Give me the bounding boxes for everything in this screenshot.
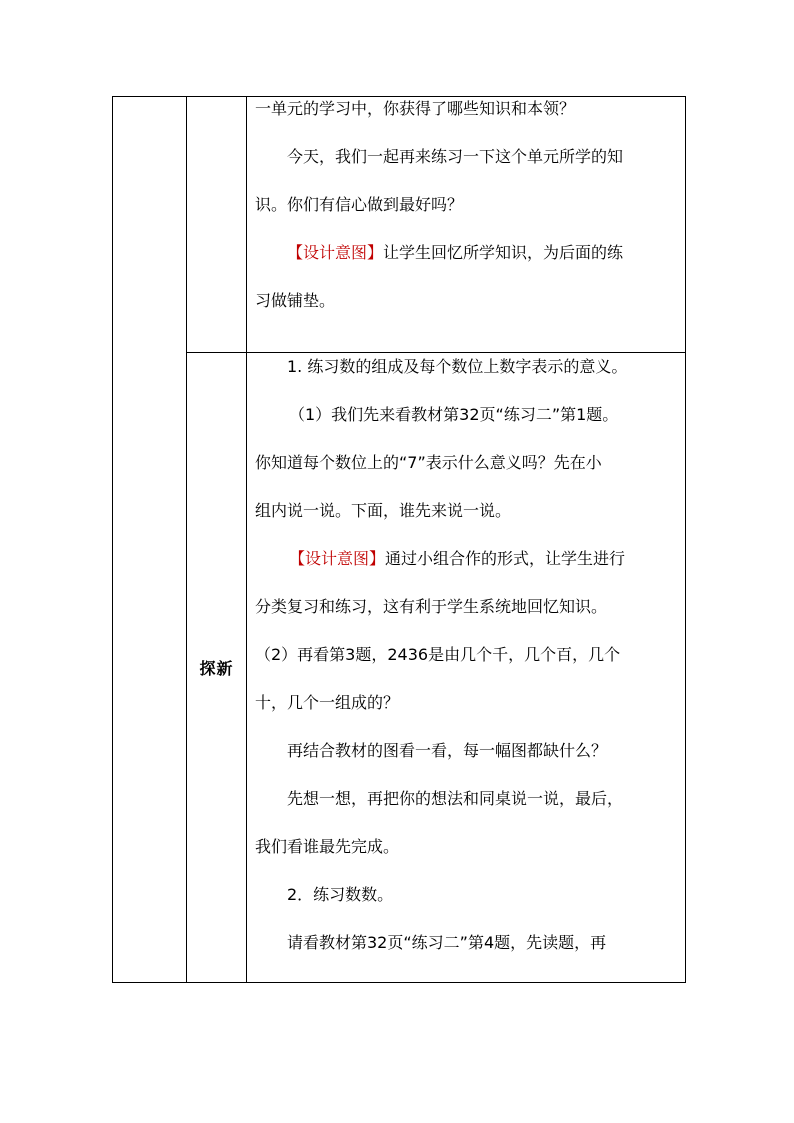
text-line: 1. 练习数的组成及每个数位上数字表示的意义。 — [287, 357, 628, 376]
text-line: 今天，我们一起再来练习一下这个单元所学的知 — [287, 147, 624, 166]
empty-label-cell — [187, 97, 247, 353]
table-row — [113, 353, 686, 983]
design-intent-tag: 【设计意图】 — [287, 243, 384, 262]
text-line: 先想一想，再把你的想法和同桌说一说，最后， — [287, 789, 624, 808]
design-intent-tag: 【设计意图】 — [289, 549, 386, 568]
section-label-cell — [187, 353, 247, 983]
text-line: 让学生回忆所学知识，为后面的练 — [383, 243, 624, 262]
text-line: 2．练习数数。 — [287, 885, 394, 904]
text-line: 组内说一说。下面，谁先来说一说。 — [255, 501, 512, 520]
lesson-plan-table — [112, 96, 686, 983]
text-line: 十，几个一组成的？ — [255, 693, 400, 712]
text-line: 一单元的学习中，你获得了哪些知识和本领？ — [255, 99, 576, 118]
text-line: 通过小组合作的形式，让学生进行 — [385, 549, 626, 568]
empty-left-column — [113, 97, 187, 983]
text-line: 识。你们有信心做到最好吗？ — [255, 195, 464, 214]
content-cell-explore — [247, 353, 686, 983]
text-line: 再结合教材的图看一看，每一幅图都缺什么？ — [287, 741, 608, 760]
section-label: 探新 — [199, 659, 234, 678]
table-row — [113, 97, 686, 353]
text-line: （1）我们先来看教材第32页“练习二”第1题。 — [289, 405, 619, 424]
text-line: （2）再看第3题，2436是由几个千，几个百，几个 — [255, 645, 621, 664]
text-line: 习做铺垫。 — [255, 291, 336, 310]
text-line: 你知道每个数位上的“7”表示什么意义吗？先在小 — [255, 453, 602, 472]
text-line: 请看教材第32页“练习二”第4题，先读题，再 — [287, 933, 607, 952]
text-line: 分类复习和练习，这有利于学生系统地回忆知识。 — [255, 597, 608, 616]
text-line: 我们看谁最先完成。 — [255, 837, 400, 856]
content-cell-intro — [247, 97, 686, 353]
